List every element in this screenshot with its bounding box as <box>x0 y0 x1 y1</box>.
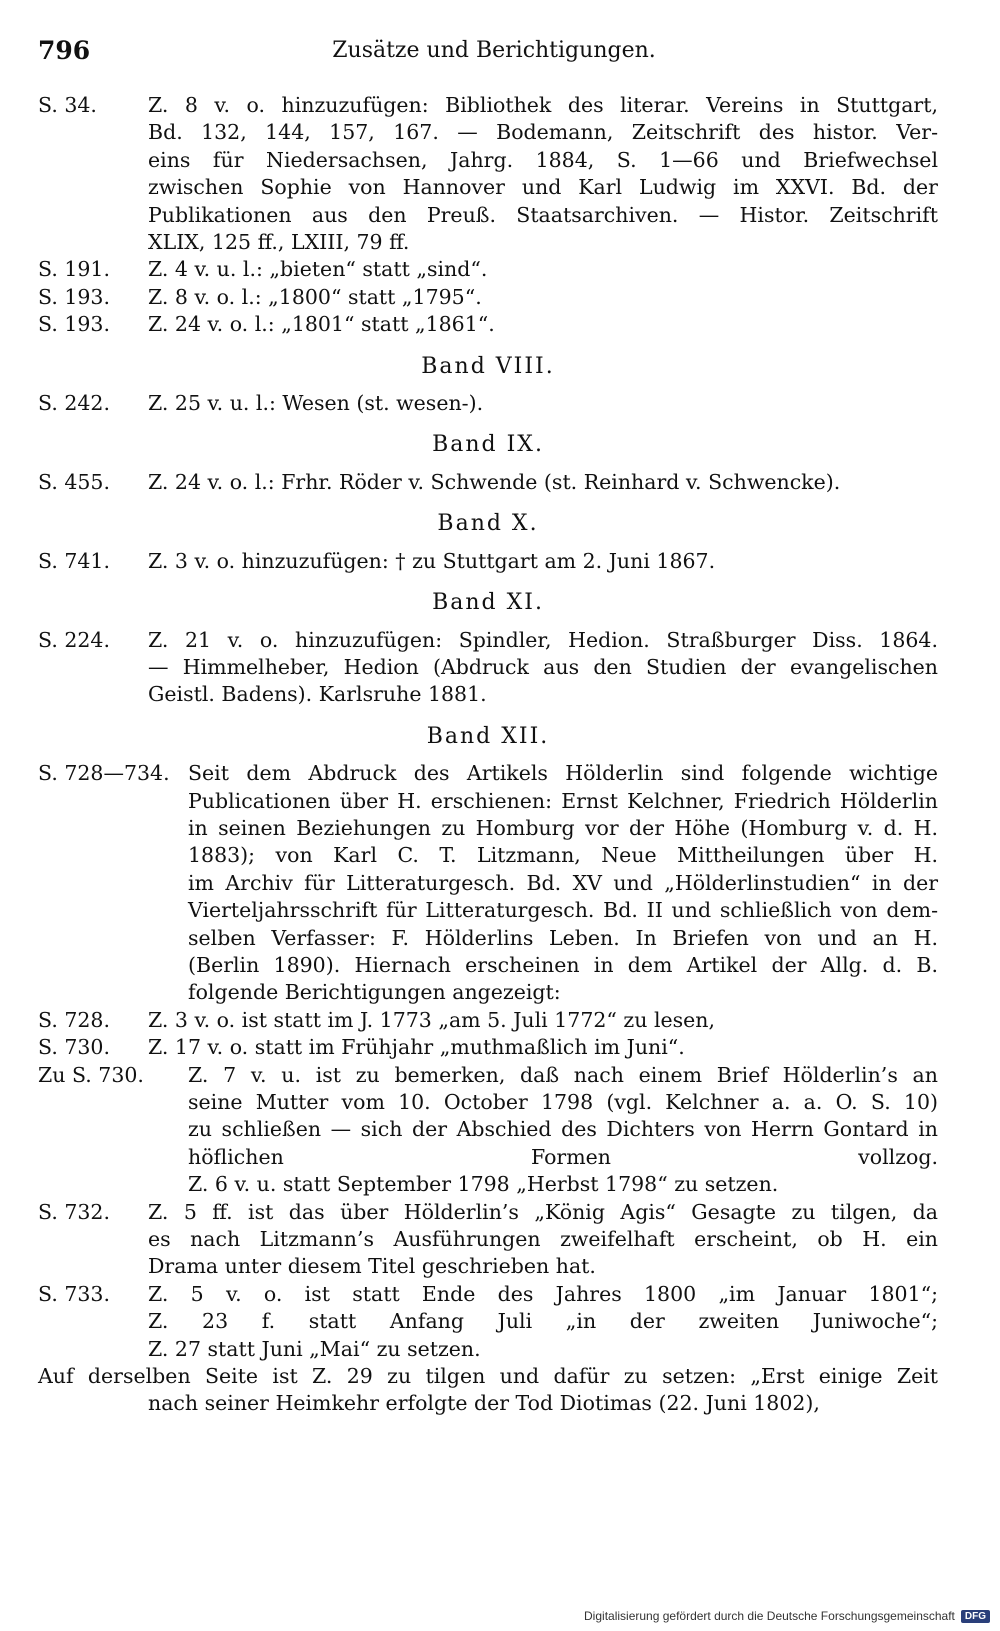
entry-line: Z. 23 f. statt Anfang Juli „in der zweiten Juniwoche“; <box>148 1309 938 1334</box>
entry-line: Z. 6 v. u. statt September 1798 „Herbst 1798“ zu setzen. <box>188 1172 779 1197</box>
page-number: 796 <box>38 36 91 65</box>
page-reference: S. 242. <box>38 391 110 416</box>
entry-line: eins für Niedersachsen, Jahrg. 1884, S. 1—66 und Briefwechsel <box>148 147 938 172</box>
entry-line: Vierteljahrsschrift für Litteraturgesch. Bd. II und schließlich von dem- <box>188 898 938 923</box>
correction-entry <box>38 284 938 311</box>
entry-line: Publikationen aus den Preuß. Staatsarchiven. — Histor. Zeitschrift <box>148 202 938 227</box>
volume-heading: Band IX. <box>432 432 544 458</box>
running-head: Zusätze und Berichtigungen. <box>332 38 656 63</box>
volume-heading: Band XII. <box>426 723 550 749</box>
entry-line: 1883); von Karl C. T. Litzmann, Neue Mittheilungen über H. <box>188 843 938 868</box>
entry-line: selben Verfasser: F. Hölderlins Leben. In Briefen von und an H. <box>188 925 938 950</box>
entry-line: Geistl. Badens). Karlsruhe 1881. <box>148 682 487 707</box>
entry-line: Z. 17 v. o. statt im Frühjahr „muthmaßlich im Juni“. <box>148 1035 685 1060</box>
page-reference: S. 728—734. <box>38 761 170 786</box>
entry-line: Z. 24 v. o. l.: „1801“ statt „1861“. <box>148 312 495 337</box>
page-reference: S. 193. <box>38 312 110 337</box>
entry-line: im Archiv für Litteraturgesch. Bd. XV und „Hölderlinstudien“ in der <box>188 870 938 895</box>
entry-line: Z. 25 v. u. l.: Wesen (st. wesen-). <box>148 391 484 416</box>
correction-entry <box>38 311 938 338</box>
page-reference: S. 730. <box>38 1035 110 1060</box>
entry-line: höflichen Formen vollzog. <box>188 1144 938 1169</box>
correction-entry <box>38 390 938 417</box>
entry-line: Z. 27 statt Juni „Mai“ zu setzen. <box>148 1336 481 1361</box>
page-header <box>38 36 950 70</box>
paragraph-line: Auf derselben Seite ist Z. 29 zu tilgen und dafür zu setzen: „Erst einige Zeit <box>38 1364 938 1389</box>
entry-line: Z. 4 v. u. l.: „bieten“ statt „sind“. <box>148 257 488 282</box>
entry-line: Z. 3 v. o. ist statt im J. 1773 „am 5. Juli 1772“ zu lesen, <box>148 1007 716 1032</box>
correction-entry <box>38 92 938 256</box>
entry-line: in seinen Beziehungen zu Homburg vor der Höhe (Homburg v. d. H. <box>188 815 938 840</box>
dfg-logo: DFG <box>961 1610 990 1623</box>
volume-heading: Band X. <box>437 511 539 537</box>
entry-line: es nach Litzmann’s Ausführungen zweifelhaft erscheint, ob H. ein <box>148 1227 938 1252</box>
correction-entry <box>38 469 938 496</box>
correction-entry <box>38 256 938 283</box>
entry-line: Z. 7 v. u. ist zu bemerken, daß nach einem Brief Hölderlin’s an <box>188 1062 938 1087</box>
page-reference: S. 733. <box>38 1281 110 1306</box>
entry-line: folgende Berichtigungen angezeigt: <box>188 980 561 1005</box>
entry-line: Z. 5 v. o. ist statt Ende des Jahres 1800 „im Januar 1801“; <box>148 1281 938 1306</box>
entry-line: Seit dem Abdruck des Artikels Hölderlin sind folgende wichtige <box>188 761 938 786</box>
correction-entry <box>38 1007 938 1034</box>
entry-line: zu schließen — sich der Abschied des Dichters von Herrn Gontard in <box>188 1117 938 1142</box>
page-reference: S. 455. <box>38 469 110 494</box>
entry-line: — Himmelheber, Hedion (Abdruck aus den Studien der evangelischen <box>148 654 938 679</box>
entry-line: Publicationen über H. erschienen: Ernst Kelchner, Friedrich Hölderlin <box>188 788 938 813</box>
entry-line: Z. 8 v. o. l.: „1800“ statt „1795“. <box>148 284 482 309</box>
entry-line: seine Mutter vom 10. October 1798 (vgl. Kelchner a. a. O. S. 10) <box>188 1090 938 1114</box>
correction-entry <box>38 1062 938 1199</box>
entry-line: Z. 24 v. o. l.: Frhr. Röder v. Schwende (st. Reinhard v. Schwencke). <box>148 469 841 494</box>
page-body <box>38 92 938 1418</box>
volume-heading: Band VIII. <box>421 353 555 379</box>
page-reference: S. 193. <box>38 284 110 309</box>
correction-entry <box>38 1034 938 1061</box>
entry-line: Bd. 132, 144, 157, 167. — Bodemann, Zeitschrift des histor. Ver- <box>148 120 938 145</box>
correction-entry <box>38 760 938 1007</box>
entry-line: Drama unter diesem Titel geschrieben hat. <box>148 1254 596 1279</box>
entry-line: Z. 21 v. o. hinzuzufügen: Spindler, Hedion. Straßburger Diss. 1864. <box>148 627 938 652</box>
paragraph-line: nach seiner Heimkehr erfolgte der Tod Diotimas (22. Juni 1802), <box>148 1391 820 1416</box>
entry-line: zwischen Sophie von Hannover und Karl Ludwig im XXVI. Bd. der <box>148 175 938 200</box>
entry-line: Z. 5 ff. ist das über Hölderlin’s „König Agis“ Gesagte zu tilgen, da <box>148 1199 938 1224</box>
page-reference: S. 224. <box>38 627 110 652</box>
correction-entry <box>38 627 938 709</box>
page-reference: S. 34. <box>38 93 97 117</box>
volume-heading: Band XI. <box>432 590 544 616</box>
footer-text: Digitalisierung gefördert durch die Deutsche Forschungsgemeinschaft <box>584 1609 955 1623</box>
correction-entry <box>38 1199 938 1281</box>
page-reference: S. 741. <box>38 548 110 573</box>
page-reference: S. 191. <box>38 257 110 282</box>
entry-line: (Berlin 1890). Hiernach erscheinen in dem Artikel der Allg. d. B. <box>188 952 938 977</box>
digitization-credit <box>584 1609 990 1623</box>
correction-entry <box>38 1281 938 1363</box>
page-reference: S. 728. <box>38 1007 110 1032</box>
entry-line: Z. 3 v. o. hinzuzufügen: † zu Stuttgart am 2. Juni 1867. <box>148 548 716 573</box>
page-reference: Zu S. 730. <box>38 1062 144 1087</box>
correction-entry <box>38 548 938 575</box>
page-reference: S. 732. <box>38 1199 110 1224</box>
entry-line: XLIX, 125 ff., LXIII, 79 ff. <box>148 230 410 255</box>
entry-line: Z. 8 v. o. hinzuzufügen: Bibliothek des literar. Vereins in Stuttgart, <box>148 93 938 117</box>
